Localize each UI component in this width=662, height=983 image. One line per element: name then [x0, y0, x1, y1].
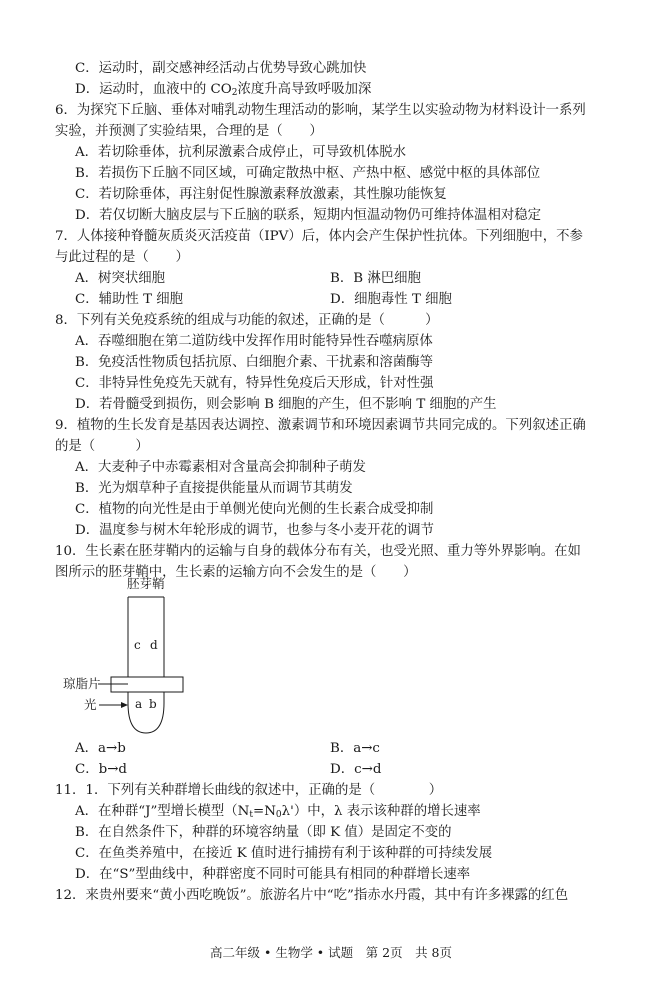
q8-option-a: A．吞噬细胞在第二道防线中发挥作用时能特异性吞噬病原体 [75, 334, 433, 349]
q10-option-b: B．a→c [330, 741, 380, 756]
q10-option-d: D．c→d [330, 762, 382, 777]
figure-label-a: a [135, 697, 143, 711]
q6-option-d: D．若仅切断大脑皮层与下丘脑的联系，短期内恒温动物仍可维持体温相对稳定 [75, 208, 542, 223]
page-footer: 高二年级 • 生物学 • 试题 第 2页 共 8页 [210, 945, 452, 960]
q10-stem-line-1: 10．生长素在胚芽鞘内的运输与自身的载体分布有关，也受光照、重力等外界影响。在如 [55, 544, 581, 559]
q11-option-b: B．在自然条件下，种群的环境容纳量（即 K 值）是固定不变的 [75, 825, 452, 840]
q5-option-c: C．运动时，副交感神经活动占优势导致心跳加快 [75, 61, 367, 76]
q6-stem-line-1: 6．为探究下丘脑、垂体对哺乳动物生理活动的影响，某学生以实验动物为材料设计一系列 [55, 103, 586, 118]
q6-option-a: A．若切除垂体，抗利尿激素合成停止，可导致机体脱水 [75, 145, 407, 160]
q6-option-b: B．若损伤下丘脑不同区域，可确定散热中枢、产热中枢、感觉中枢的具体部位 [75, 166, 541, 181]
figure-label-agar: 琼脂片 [63, 676, 101, 691]
figure-label-c: c [134, 638, 141, 652]
q7-option-d: D．细胞毒性 T 细胞 [330, 292, 452, 307]
q6-option-c: C．若切除垂体，再注射促性腺激素释放激素，其性腺功能恢复 [75, 187, 447, 202]
q11-option-d: D．在“S”型曲线中，种群密度不同时可能具有相同的种群增长速率 [75, 867, 471, 882]
coleoptile-shaft [128, 597, 164, 677]
q9-option-c: C．植物的向光性是由于单侧光使向光侧的生长素合成受抑制 [75, 502, 434, 517]
q9-option-d: D．温度参与树木年轮形成的调节，也参与冬小麦开花的调节 [75, 523, 434, 538]
q8-option-b: B．免疫活性物质包括抗原、白细胞介素、干扰素和溶菌酶等 [75, 355, 433, 370]
figure-label-coleoptile: 胚芽鞘 [127, 576, 165, 591]
q8-stem: 8．下列有关免疫系统的组成与功能的叙述，正确的是（ ） [55, 313, 439, 328]
q8-option-d: D．若骨髓受到损伤，则会影响 B 细胞的产生，但不影响 T 细胞的产生 [75, 397, 497, 412]
q11-stem: 11．1．下列有关种群增长曲线的叙述中，正确的是（ ） [55, 783, 443, 798]
q7-option-c: C．辅助性 T 细胞 [75, 292, 184, 307]
q5-option-d: D．运动时，血液中的 $CO_2$浓度升高导致呼吸加深 [75, 82, 372, 98]
q10-option-a: A．a→b [75, 741, 126, 756]
q7-option-a: A．树突状细胞 [75, 271, 166, 286]
figure-label-d: d [150, 638, 158, 652]
figure-label-light: 光 [84, 697, 97, 712]
q8-option-c: C．非特异性免疫先天就有，特异性免疫后天形成，针对性强 [75, 376, 434, 391]
q11-option-a: A．在种群“J”型增长模型$(N_t=N_0\lambda')$中，λ 表示该种群的增长速率 [75, 804, 481, 820]
figure-label-b: b [149, 697, 157, 711]
coleoptile-tip [128, 692, 164, 733]
q7-option-b: B．B 淋巴细胞 [330, 271, 421, 286]
q9-stem-line-2: 的是（ ） [55, 439, 149, 454]
q9-option-a: A．大麦种子中赤霉素相对含量高会抑制种子萌发 [75, 460, 366, 475]
coleoptile-figure [0, 575, 662, 735]
q11-option-c: C．在鱼类养殖中，在接近 K 值时进行捕捞有利于该种群的可持续发展 [75, 846, 493, 861]
q7-stem-line-2: 与此过程的是（ ） [55, 250, 189, 265]
q6-stem-line-2: 实验，并预测了实验结果，合理的是（ ） [55, 124, 323, 139]
q9-stem-line-1: 9．植物的生长发育是基因表达调控、激素调节和环境因素调节共同完成的。下列叙述正确 [55, 418, 586, 433]
q9-option-b: B．光为烟草种子直接提供能量从而调节其萌发 [75, 481, 353, 496]
q12-stem: 12．来贵州要来“黄小西吃晚饭”。旅游名片中“吃”指赤水丹霞，其中有许多裸露的红色 [55, 888, 569, 903]
q10-option-c: C．b→d [75, 762, 127, 777]
q10-stem-line-2: 图所示的胚芽鞘中，生长素的运输方向不会发生的是（ ） [55, 565, 417, 580]
q7-stem-line-1: 7．人体接种脊髓灰质炎灭活疫苗（IPV）后，体内会产生保护性抗体。下列细胞中，不参 [55, 229, 583, 244]
light-arrow-head [121, 702, 128, 708]
